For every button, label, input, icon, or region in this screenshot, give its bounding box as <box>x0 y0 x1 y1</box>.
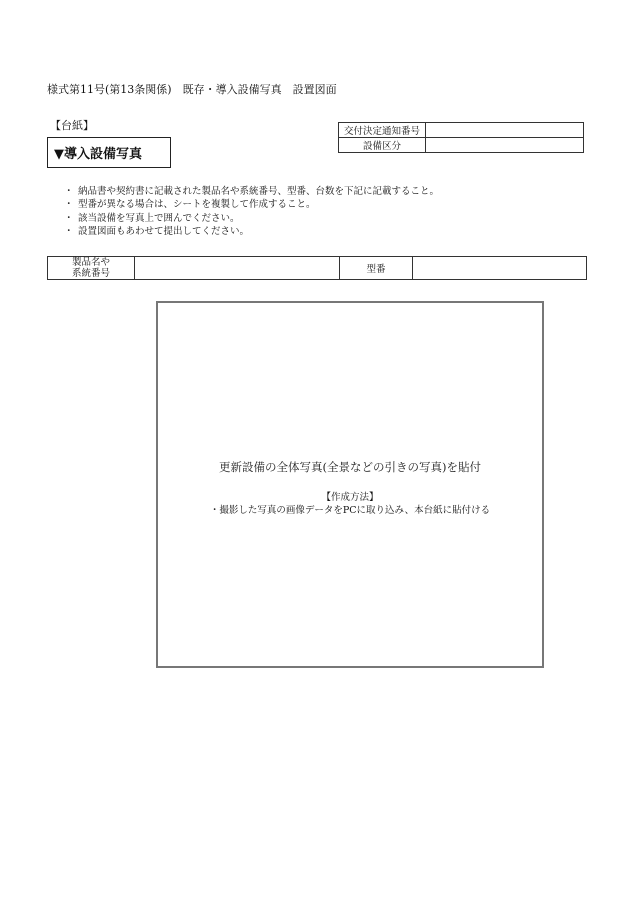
section-title <box>47 137 171 168</box>
list-item: ・ 納品書や契約書に記載された製品名や系統番号、型番、台数を下記に記載すること。 <box>64 185 439 198</box>
section-title-text: ▼導入設備写真 <box>54 147 142 162</box>
instructions-list <box>64 185 439 238</box>
notice-number-label: 交付決定通知番号 <box>339 123 426 138</box>
table-row <box>339 123 584 138</box>
product-name-field[interactable] <box>135 257 340 280</box>
photo-instruction: 更新設備の全体写真(全景などの引きの写真)を貼付 <box>219 460 481 474</box>
method-text: ・撮影した写真の画像データをPCに取り込み、本台紙に貼付ける <box>209 505 491 516</box>
product-table <box>47 256 587 280</box>
product-name-label <box>48 257 135 280</box>
model-number-label: 型番 <box>340 257 413 280</box>
product-name-label-line1: 製品名や <box>71 257 110 268</box>
form-title: 様式第11号(第13条関係) 既存・導入設備写真 設置図面 <box>47 83 337 96</box>
method-title: 【作成方法】 <box>321 492 379 503</box>
product-name-label-line2: 系統番号 <box>71 268 110 279</box>
list-item: ・ 型番が異なる場合は、シートを複製して作成すること。 <box>64 198 439 211</box>
equipment-category-label: 設備区分 <box>339 138 426 153</box>
table-row <box>48 257 587 280</box>
list-item: ・ 該当設備を写真上で囲んでください。 <box>64 212 439 225</box>
table-row <box>339 138 584 153</box>
photo-paste-area[interactable] <box>156 301 544 668</box>
equipment-category-field[interactable] <box>426 138 584 153</box>
list-item: ・ 設置図面もあわせて提出してください。 <box>64 225 439 238</box>
model-number-field[interactable] <box>413 257 587 280</box>
info-table <box>338 122 584 153</box>
daishi-label: 【台紙】 <box>50 119 94 132</box>
notice-number-field[interactable] <box>426 123 584 138</box>
